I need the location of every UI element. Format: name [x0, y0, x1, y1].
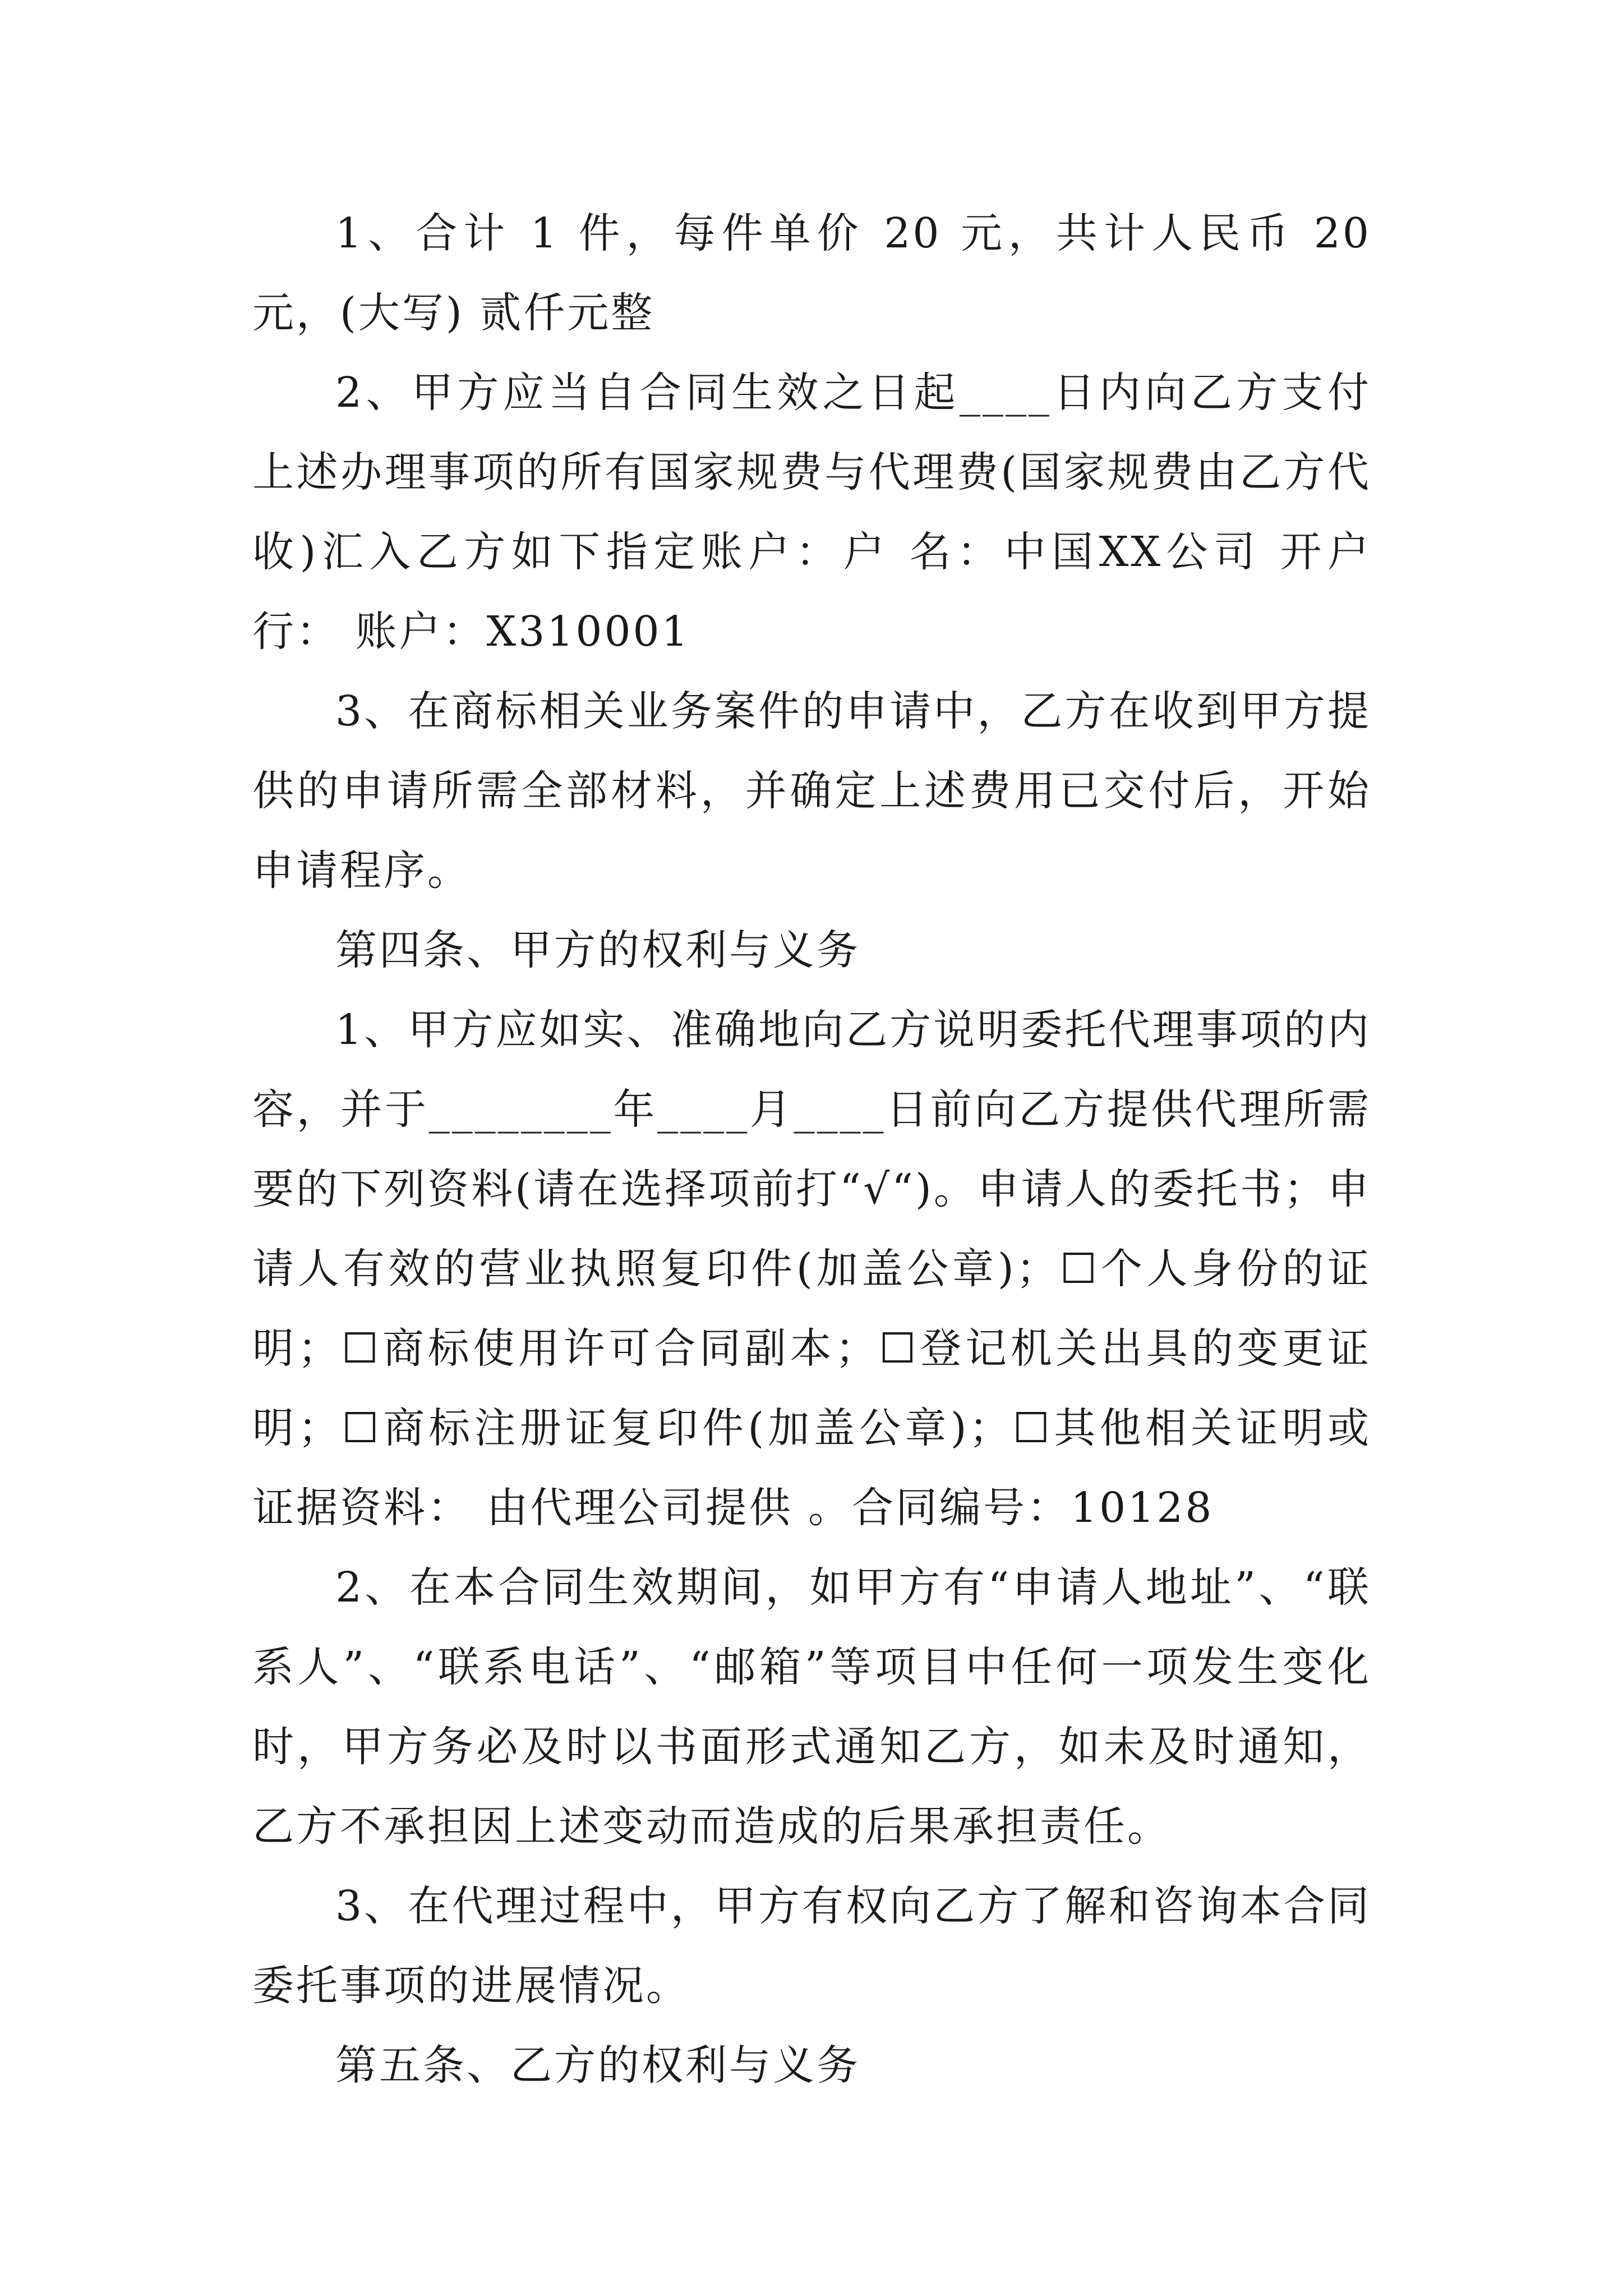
- paragraph-party-a-inquire: 3、在代理过程中，甲方有权向乙方了解和咨询本合同委托事项的进展情况。: [252, 1882, 1371, 2010]
- document-body: [252, 194, 1371, 2105]
- article-4-heading: 第四条、甲方的权利与义务: [335, 926, 860, 974]
- paragraph-application-start: 3、在商标相关业务案件的申请中，乙方在收到甲方提供的申请所需全部材料，并确定上述费用已交付后，开始申请程序。: [252, 687, 1371, 895]
- paragraph-party-a-notify: 2、在本合同生效期间，如甲方有“申请人地址”、“联系人”、“联系电话”、“邮箱”等项目中任何一项发生变化时，甲方务必及时以书面形式通知乙方，如未及时通知，乙方不承担因上述变动而造成的后果承担责任。: [252, 1563, 1371, 1851]
- paragraph-fee-total: 1、合计 1 件，每件单价 20 元，共计人民币 20 元，(大写) 贰仟元整: [252, 209, 1371, 337]
- article-5-heading: 第五条、乙方的权利与义务: [335, 2041, 860, 2090]
- paragraph-payment-term: 2、甲方应当自合同生效之日起____日内向乙方支付上述办理事项的所有国家规费与代理费(国家规费由乙方代收)汇入乙方如下指定账户：户 名：中国XX公司 开户行： 账户：X310001: [252, 369, 1371, 656]
- paragraph-party-a-materials: 1、甲方应如实、准确地向乙方说明委托代理事项的内容，并于________年____月____日前向乙方提供代理所需要的下列资料(请在选择项前打“√“)。申请人的委托书；申请人有效的营业执照复印件(加盖公章)；☐个人身份的证明；☐商标使用许可合同副本；☐登记机关出具的变更证明；☐商标注册证复印件(加盖公章)；☐其他相关证明或证据资料： 由代理公司提供 。合同编号：10128: [252, 1006, 1371, 1532]
